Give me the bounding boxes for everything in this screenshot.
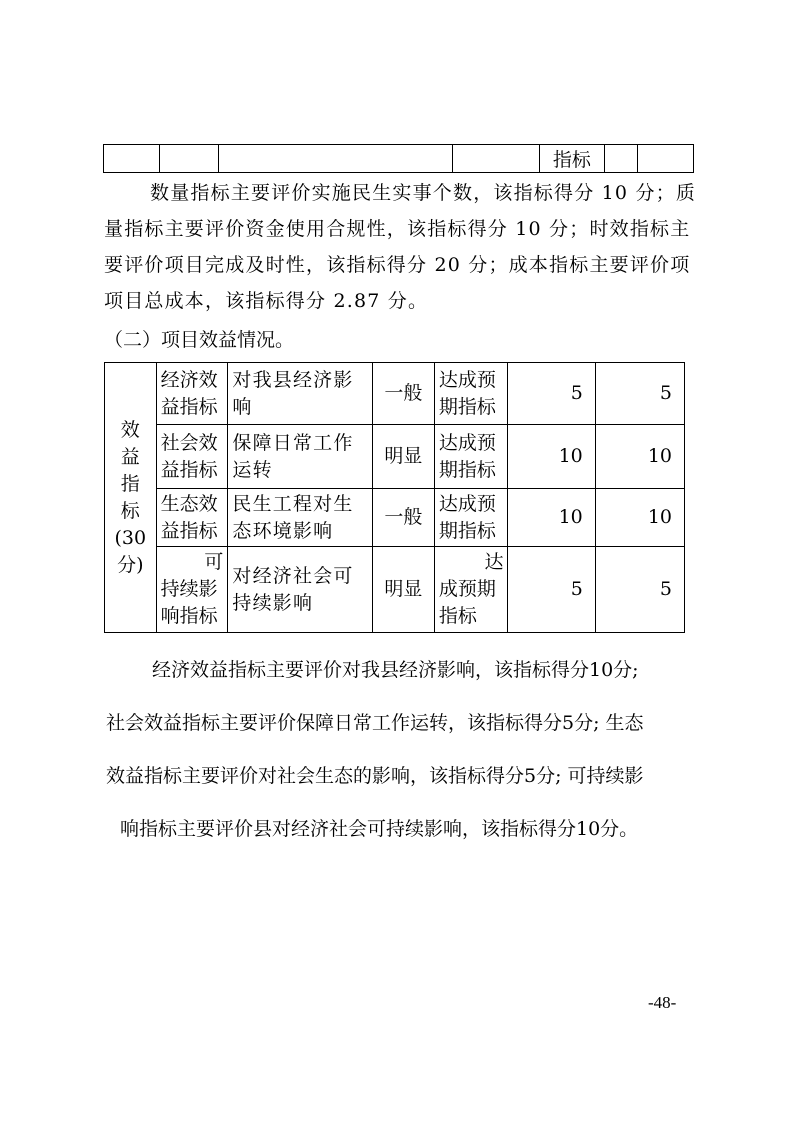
indicator-name-cell: 经济效 益指标 <box>156 363 228 425</box>
level-cell: 明显 <box>372 547 434 633</box>
status-cell: 达成预 期指标 <box>434 489 508 547</box>
indicator-desc-cell: 民生工程对生 态环境影响 <box>228 489 373 547</box>
table-cell <box>452 145 539 173</box>
indicator-name-cell: 社会效 益指标 <box>156 425 228 489</box>
level-cell: 一般 <box>372 489 434 547</box>
table-cell: 指标 <box>540 145 605 173</box>
paragraph-line: 经济效益指标主要评价对我县经济影响，该指标得分10分; <box>152 659 639 681</box>
status-cell: 达成预 期指标 <box>434 363 508 425</box>
table-cell <box>159 145 218 173</box>
score-cell: 10 <box>595 425 684 489</box>
indicator-desc-cell: 保障日常工作 运转 <box>228 425 373 489</box>
paragraph-line: 量指标主要评价资金使用合规性，该指标得分 10 分；时效指标主 <box>104 218 691 240</box>
table-row <box>105 425 685 489</box>
category-cell: 效 益 指 标 (30 分) <box>105 363 157 633</box>
status-cell: 达 成预期 指标 <box>434 547 508 633</box>
level-cell: 一般 <box>372 363 434 425</box>
weight-cell: 5 <box>508 547 595 633</box>
table-cell <box>638 145 694 173</box>
paragraph-line: 响指标主要评价县对经济社会可持续影响，该指标得分10分。 <box>120 818 639 840</box>
score-cell: 10 <box>595 489 684 547</box>
table-cell <box>604 145 638 173</box>
indicator-name-cell: 生态效 益指标 <box>156 489 228 547</box>
paragraph-line: 要评价项目完成及时性，该指标得分 20 分；成本指标主要评价项 <box>104 254 691 276</box>
page-number: -48- <box>648 993 677 1012</box>
table-cell <box>218 145 452 173</box>
score-cell: 5 <box>595 363 684 425</box>
status-cell: 达成预 期指标 <box>434 425 508 489</box>
level-cell: 明显 <box>372 425 434 489</box>
weight-cell: 5 <box>508 363 595 425</box>
table-cell <box>104 145 160 173</box>
paragraph-line: 项目总成本，该指标得分 2.87 分。 <box>104 290 429 312</box>
section-heading: （二）项目效益情况。 <box>104 329 295 351</box>
indicator-name-cell: 可 持续影 响指标 <box>156 547 228 633</box>
table-row <box>105 547 685 633</box>
table-row <box>105 489 685 547</box>
paragraph-line: 效益指标主要评价对社会生态的影响，该指标得分5分; 可持续影 <box>106 765 644 787</box>
score-cell: 5 <box>595 547 684 633</box>
weight-cell: 10 <box>508 425 595 489</box>
top-table-fragment <box>103 144 694 173</box>
benefit-indicator-table <box>104 362 685 633</box>
paragraph-line: 社会效益指标主要评价保障日常工作运转，该指标得分5分; 生态 <box>106 712 644 734</box>
weight-cell: 10 <box>508 489 595 547</box>
paragraph-line: 数量指标主要评价实施民生实事个数，该指标得分 10 分；质 <box>150 182 697 204</box>
indicator-desc-cell: 对经济社会可 持续影响 <box>228 547 373 633</box>
table-row <box>105 363 685 425</box>
indicator-desc-cell: 对我县经济影 响 <box>228 363 373 425</box>
table-row <box>104 145 694 173</box>
